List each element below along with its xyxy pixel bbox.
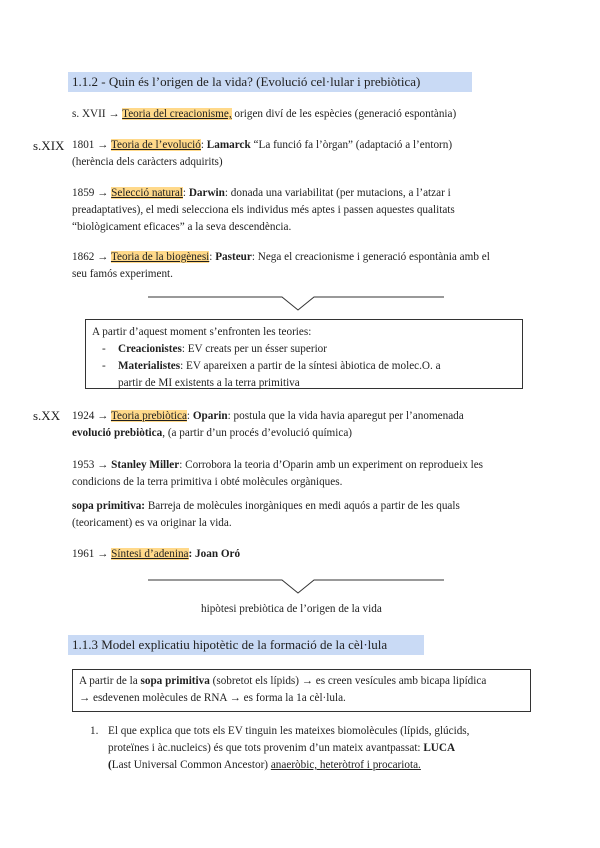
sopa-rest: Barreja de molècules inorgàniques en medi aquós a partir de les quals [145, 500, 460, 512]
text-1953-rest: : Corrobora la teoria d’Oparin amb un experiment on reprodueix les [179, 459, 484, 471]
list-item [118, 341, 516, 358]
materialistes-cont: partir de MI existents a la terra primitiva [118, 377, 300, 389]
text-1862-line2: seu famós experiment. [72, 268, 173, 280]
side-label-xix: s.XIX [33, 138, 65, 153]
theories-box [85, 319, 523, 389]
side-label-xx: s.XX [33, 408, 61, 423]
paragraph-sopa [72, 498, 460, 532]
creacionistes-text: : EV creats per un ésser superior [181, 343, 327, 355]
theories-list [92, 341, 516, 392]
sopa-term: sopa primitiva: [72, 500, 146, 512]
luca-line1: El que explica que tots els EV tinguin les mateixes biomolècules (lípids, glúcids, [108, 725, 470, 737]
divider-line [148, 580, 444, 593]
section-heading-1-1-2 [68, 72, 472, 92]
miller-name: Stanley Miller [111, 459, 180, 471]
year-1862: 1862 → [72, 251, 111, 263]
oro-name: : Joan Oró [188, 548, 241, 560]
sopa-primitiva-bold: sopa primitiva [140, 675, 210, 687]
xvii-rest: origen diví de les espècies (generació espontània) [231, 108, 457, 120]
text-1924-rest: : postula que la vida havia aparegut per l’anomenada [227, 410, 464, 422]
xvii-prefix: s. XVII → [72, 108, 123, 120]
text-1859-line3: “biològicament eficaces” a la seva descendència. [72, 221, 292, 233]
model-rest: (sobretot els lípids) → es creen vesícules amb bicapa lipídica [209, 675, 487, 687]
divider-arrow [148, 573, 448, 597]
darwin-name: Darwin [188, 187, 225, 199]
year-1924: 1924 → [72, 410, 111, 422]
list-number: 1. [90, 725, 99, 737]
year-1953: 1953 → [72, 459, 112, 471]
paragraph-1862 [72, 249, 490, 283]
materialistes-term: Materialistes [118, 360, 181, 372]
model-box [72, 669, 531, 712]
paragraph-xvii [72, 106, 456, 123]
biogenesi-term: Teoria de la biogènesi [110, 251, 210, 263]
text-1859-line2: preadaptatives), el medi selecciona els individus més aptes i passen aquestes qualitats [72, 204, 455, 216]
paragraph-1961 [72, 546, 240, 563]
paren: ( [108, 759, 112, 771]
seleccio-term: Selecció natural [111, 187, 183, 199]
model-line2: → esdevenen molècules de RNA → es forma la 1a cèl·lula. [79, 692, 346, 704]
pasteur-name: Pasteur [215, 251, 252, 263]
text-1801-line2: (herència dels caràcters adquirits) [72, 156, 223, 168]
creacionistes-term: Creacionistes [118, 343, 182, 355]
divider-arrow [148, 290, 448, 314]
divider-line [148, 297, 444, 310]
adenina-term: Síntesi d’adenina [111, 548, 189, 560]
colon: : [186, 410, 193, 422]
hipotesi-caption: hipòtesi prebiòtica de l’origen de la vida [201, 603, 382, 615]
colon: : [200, 139, 207, 151]
text-1924-line2: , (a partir d’un procés d’evolució química) [162, 427, 353, 439]
evolucio-term: Teoria de l’evolució [110, 139, 201, 151]
luca-expansion: Last Universal Common Ancestor) [111, 759, 271, 771]
evolucio-prebiotica-term: evolució prebiòtica [72, 427, 163, 439]
materialistes-text: : EV apareixen a partir de la síntesi àbiotica de molec.O. a [180, 360, 441, 372]
model-pre: A partir de la [79, 675, 141, 687]
prebiotica-term: Teoria prebiòtica [110, 410, 187, 422]
luca-traits: anaeròbic, heteròtrof i procariota. [270, 759, 421, 771]
heading-text: 1.1.2 - Quin és l’origen de la vida? (Evolució cel·lular i prebiòtica) [72, 74, 421, 89]
year-1801: 1801 → [72, 139, 111, 151]
creacionisme-term: Teoria del creacionisme, [122, 108, 232, 120]
text-1862-rest: : Nega el creacionisme i generació espontània amb el [251, 251, 490, 263]
text-1801-rest: “La funció fa l’òrgan” (adaptació a l’entorn) [250, 139, 453, 151]
list-item [118, 358, 516, 392]
section-heading-1-1-3 [68, 635, 424, 655]
oparin-name: Oparin [192, 410, 228, 422]
colon: : [182, 187, 189, 199]
luca-term: LUCA [423, 742, 456, 754]
lamarck-name: Lamarck [206, 139, 251, 151]
sopa-line2: (teoricament) es va originar la vida. [72, 517, 232, 529]
paragraph-1924 [72, 408, 464, 442]
text-1859-rest: : donada una variabilitat (per mutacions, a l’atzar i [224, 187, 451, 199]
year-1859: 1859 → [72, 187, 112, 199]
colon: : [209, 251, 216, 263]
paragraph-1953 [72, 457, 483, 491]
text-1953-line2: condicions de la terra primitiva i obté molècules orgàniques. [72, 476, 343, 488]
luca-item [108, 723, 469, 774]
paragraph-1801 [72, 137, 452, 171]
paragraph-1859 [72, 185, 455, 236]
box-intro: A partir d’aquest moment s’enfronten les teories: [92, 326, 312, 338]
luca-line2: proteïnes i àc.nucleics) és que tots provenim d’un mateix avantpassat: [108, 742, 424, 754]
year-1961: 1961 → [72, 548, 112, 560]
heading-text: 1.1.3 Model explicatiu hipotètic de la formació de la cèl·lula [72, 637, 388, 652]
